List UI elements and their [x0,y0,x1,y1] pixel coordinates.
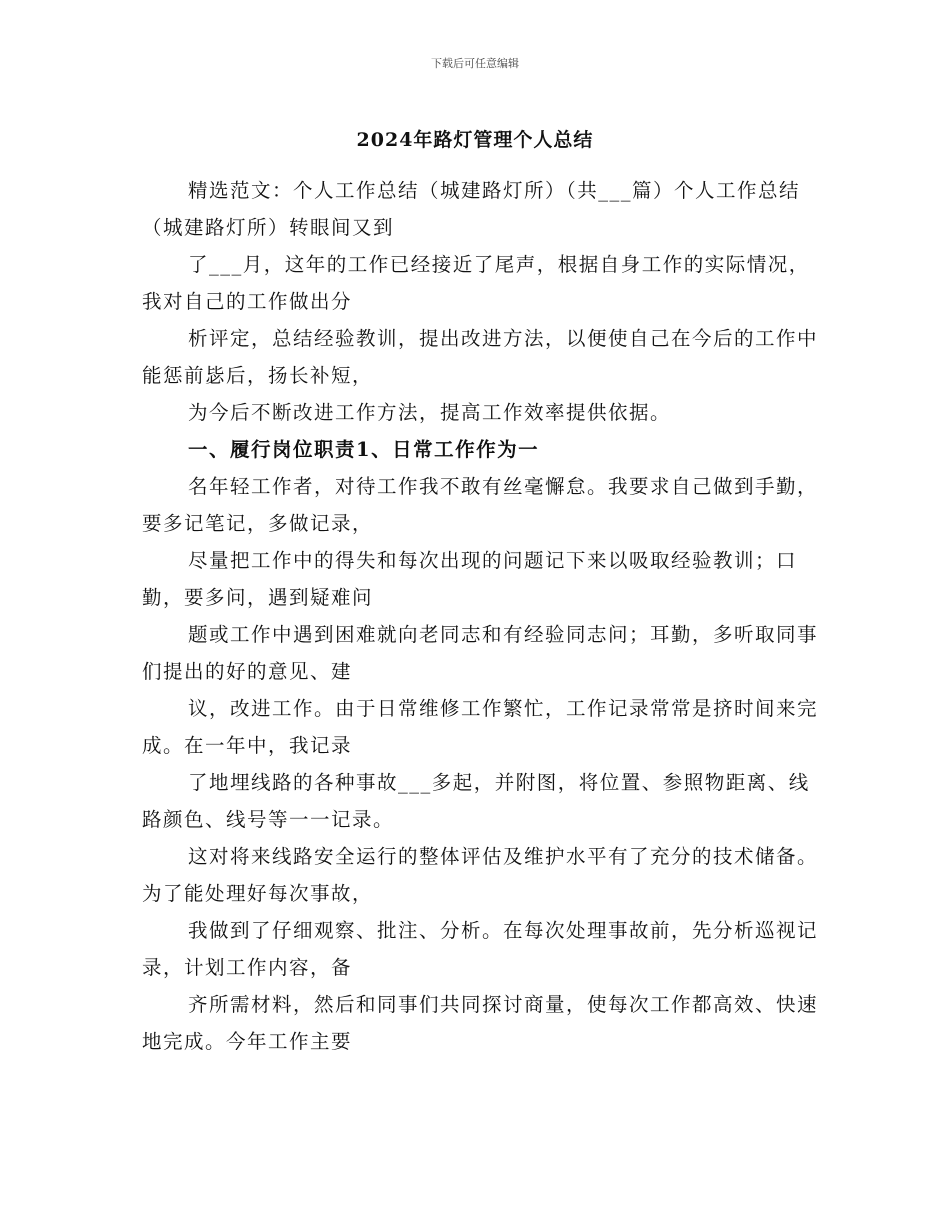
paragraph-11: 我做到了仔细观察、批注、分析。在每次处理事故前，先分析巡视记录，计划工作内容，备 [142,919,819,979]
paragraph-10: 这对将来线路安全运行的整体评估及维护水平有了充分的技术储备。为了能处理好每次事故， [142,845,819,905]
paragraph-5: 名年轻工作者，对待工作我不敢有丝毫懈怠。我要求自己做到手勤，要多记笔记，多做记录， [142,475,819,535]
paragraph-9: 了地埋线路的各种事故___多起，并附图，将位置、参照物距离、线路颜色、线号等一一记录。 [142,771,810,831]
paragraph-1: 精选范文：个人工作总结（城建路灯所）（共___篇）个人工作总结（城建路灯所）转眼间又到 [142,179,801,239]
paragraph-12: 齐所需材料，然后和同事们共同探讨商量，使每次工作都高效、快速地完成。今年工作主要 [142,993,819,1053]
paragraph-7: 题或工作中遇到困难就向老同志和有经验同志问；耳勤，多听取同事们提出的好的意见、建 [142,623,819,683]
paragraph-8: 议，改进工作。由于日常维修工作繁忙，工作记录常常是挤时间来完成。在一年中，我记录 [142,697,819,757]
document-body [142,172,822,1060]
paragraph-6: 尽量把工作中的得失和每次出现的问题记下来以吸取经验教训；口勤，要多问，遇到疑难问 [142,549,798,609]
document-title: 2024年路灯管理个人总结 [356,129,594,151]
paragraph-3: 析评定，总结经验教训，提出改进方法，以便使自己在今后的工作中能惩前毖后，扬长补短， [142,327,819,387]
paragraph-4: 为今后不断改进工作方法，提高工作效率提供依据。 [188,401,672,424]
paragraph-2: 了___月，这年的工作已经接近了尾声，根据自身工作的实际情况，我对自己的工作做出分 [142,253,810,313]
section-heading: 一、履行岗位职责1、日常工作作为一 [188,438,540,461]
header-note: 下载后可任意编辑 [431,57,519,70]
